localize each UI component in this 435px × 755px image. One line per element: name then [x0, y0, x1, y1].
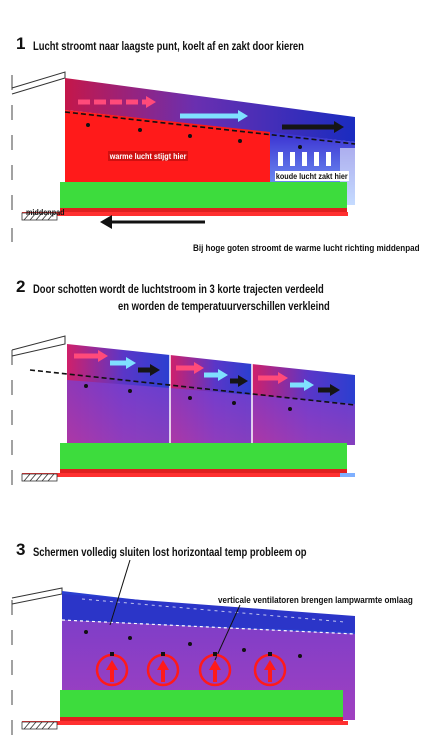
section-1-number: 1 [16, 34, 26, 53]
section-1-note: Bij hoge goten stroomt de warme lucht richting middenpad [193, 243, 420, 254]
section-2-title-line1: Door schotten wordt de luchtstroom in 3 korte trajecten verdeeld [33, 284, 324, 296]
label-walkway: middenpad [26, 207, 65, 217]
label-vertical-fans: verticale ventilatoren brengen lampwarmte omlaag [218, 595, 413, 606]
section-1-title: Lucht stroomt naar laagste punt, koelt af en zakt door kieren [33, 41, 304, 53]
section-2-diagram [12, 336, 355, 485]
label-warm-air: warme lucht stijgt hier [109, 151, 187, 161]
label-cold-air: koude lucht zakt hier [275, 171, 348, 181]
section-3-diagram [12, 560, 355, 735]
section-2-title-line2: en worden de temperatuurverschillen verkleind [118, 301, 330, 313]
section-3-title: Schermen volledig sluiten lost horizontaal temp probleem op [33, 547, 307, 559]
section-2-number: 2 [16, 277, 26, 296]
section-3-number: 3 [16, 540, 26, 559]
